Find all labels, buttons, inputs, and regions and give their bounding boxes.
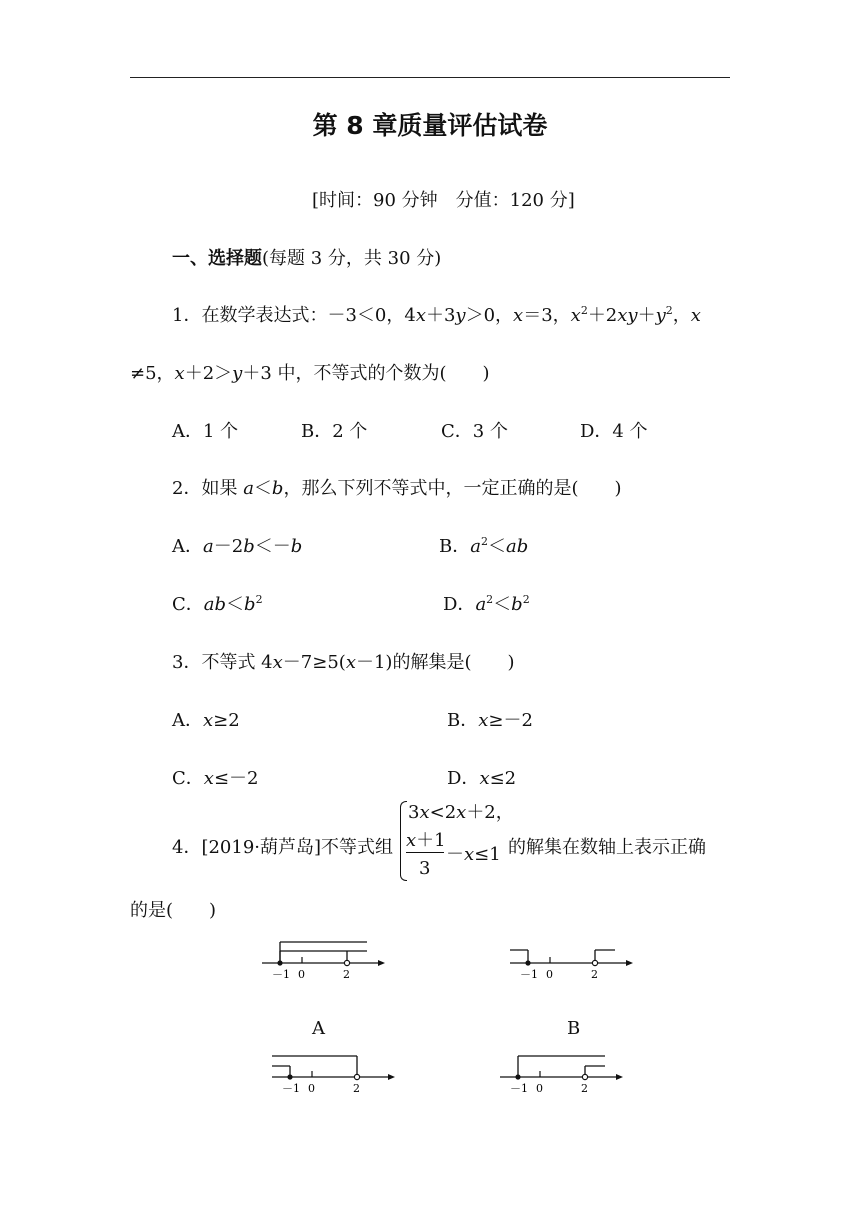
svg-text:－1: －1 [520, 968, 538, 981]
question-4-line-2: 的是( ) [130, 900, 217, 921]
tick-label: 2 [343, 968, 350, 981]
q3-option-c: C．x≤－2 [172, 768, 259, 789]
question-1-line-2: ≠5，x＋2＞y＋3 中，不等式的个数为( ) [130, 363, 490, 384]
svg-text:0: 0 [546, 968, 553, 981]
closed-point [277, 960, 282, 965]
q1-option-a: A．1 个 [172, 421, 239, 442]
svg-text:2: 2 [353, 1082, 360, 1095]
question-4-suffix: 的解集在数轴上表示正确 [508, 837, 706, 858]
svg-text:－1: －1 [510, 1082, 528, 1095]
q1-option-b: B．2 个 [301, 421, 368, 442]
q3-option-b: B．x≥－2 [447, 710, 533, 731]
axis-arrow [378, 960, 385, 966]
exam-info: [时间：90 分钟 分值：120 分] [312, 190, 575, 211]
fraction-bar [406, 852, 444, 853]
svg-text:0: 0 [536, 1082, 543, 1095]
question-4-prefix: 4．[2019·葫芦岛]不等式组 [172, 837, 394, 858]
q2-option-a: A．a－2b＜－b [172, 536, 303, 557]
q2-option-c: C．$ab<b^2$ [172, 593, 263, 615]
page-title: 第 8 章质量评估试卷 [312, 111, 548, 140]
q2-option-b: B．$a^2<ab$ [439, 535, 529, 557]
svg-text:0: 0 [308, 1082, 315, 1095]
number-line-figure-c [270, 1052, 395, 1102]
figure-caption-b: B [567, 1018, 581, 1039]
svg-text:2: 2 [581, 1082, 588, 1095]
figure-caption-a: A [312, 1018, 325, 1039]
section-heading [172, 247, 441, 271]
q1-option-d: D．4 个 [580, 421, 648, 442]
q2-option-d: D．$a^2<b^2$ [443, 593, 530, 615]
q3-option-a: A．x≥2 [172, 710, 240, 731]
svg-text:－1: －1 [282, 1082, 300, 1095]
tick-label: －1 [272, 968, 290, 981]
number-line-figure-d [498, 1052, 623, 1102]
fraction-numerator: x＋1 [406, 830, 446, 851]
tick-label: 0 [298, 968, 305, 981]
fraction-denominator: 3 [419, 858, 431, 879]
system-inequality-1: 3x<2x＋2， [408, 802, 514, 823]
question-3: 3．不等式 4x－7≥5(x－1)的解集是( ) [172, 652, 515, 673]
open-point [344, 960, 349, 965]
q3-option-d: D．x≤2 [447, 768, 517, 789]
section-label: 一、选择题 [172, 248, 262, 269]
number-line-figure-a [260, 938, 385, 988]
section-note: (每题 3 分，共 30 分) [262, 248, 442, 269]
question-2: 2．如果 a＜b，那么下列不等式中，一定正确的是( ) [172, 478, 622, 499]
number-line-figure-b [508, 938, 633, 988]
question-1-line-1: 1．在数学表达式：－3＜0，4x＋3y＞0，x＝3，$x^2+2xy+y^2$，x [172, 304, 701, 326]
header-rule [130, 77, 730, 78]
q1-option-c: C．3 个 [441, 421, 508, 442]
svg-text:2: 2 [591, 968, 598, 981]
system-inequality-2-tail: －x≤1 [446, 844, 501, 865]
